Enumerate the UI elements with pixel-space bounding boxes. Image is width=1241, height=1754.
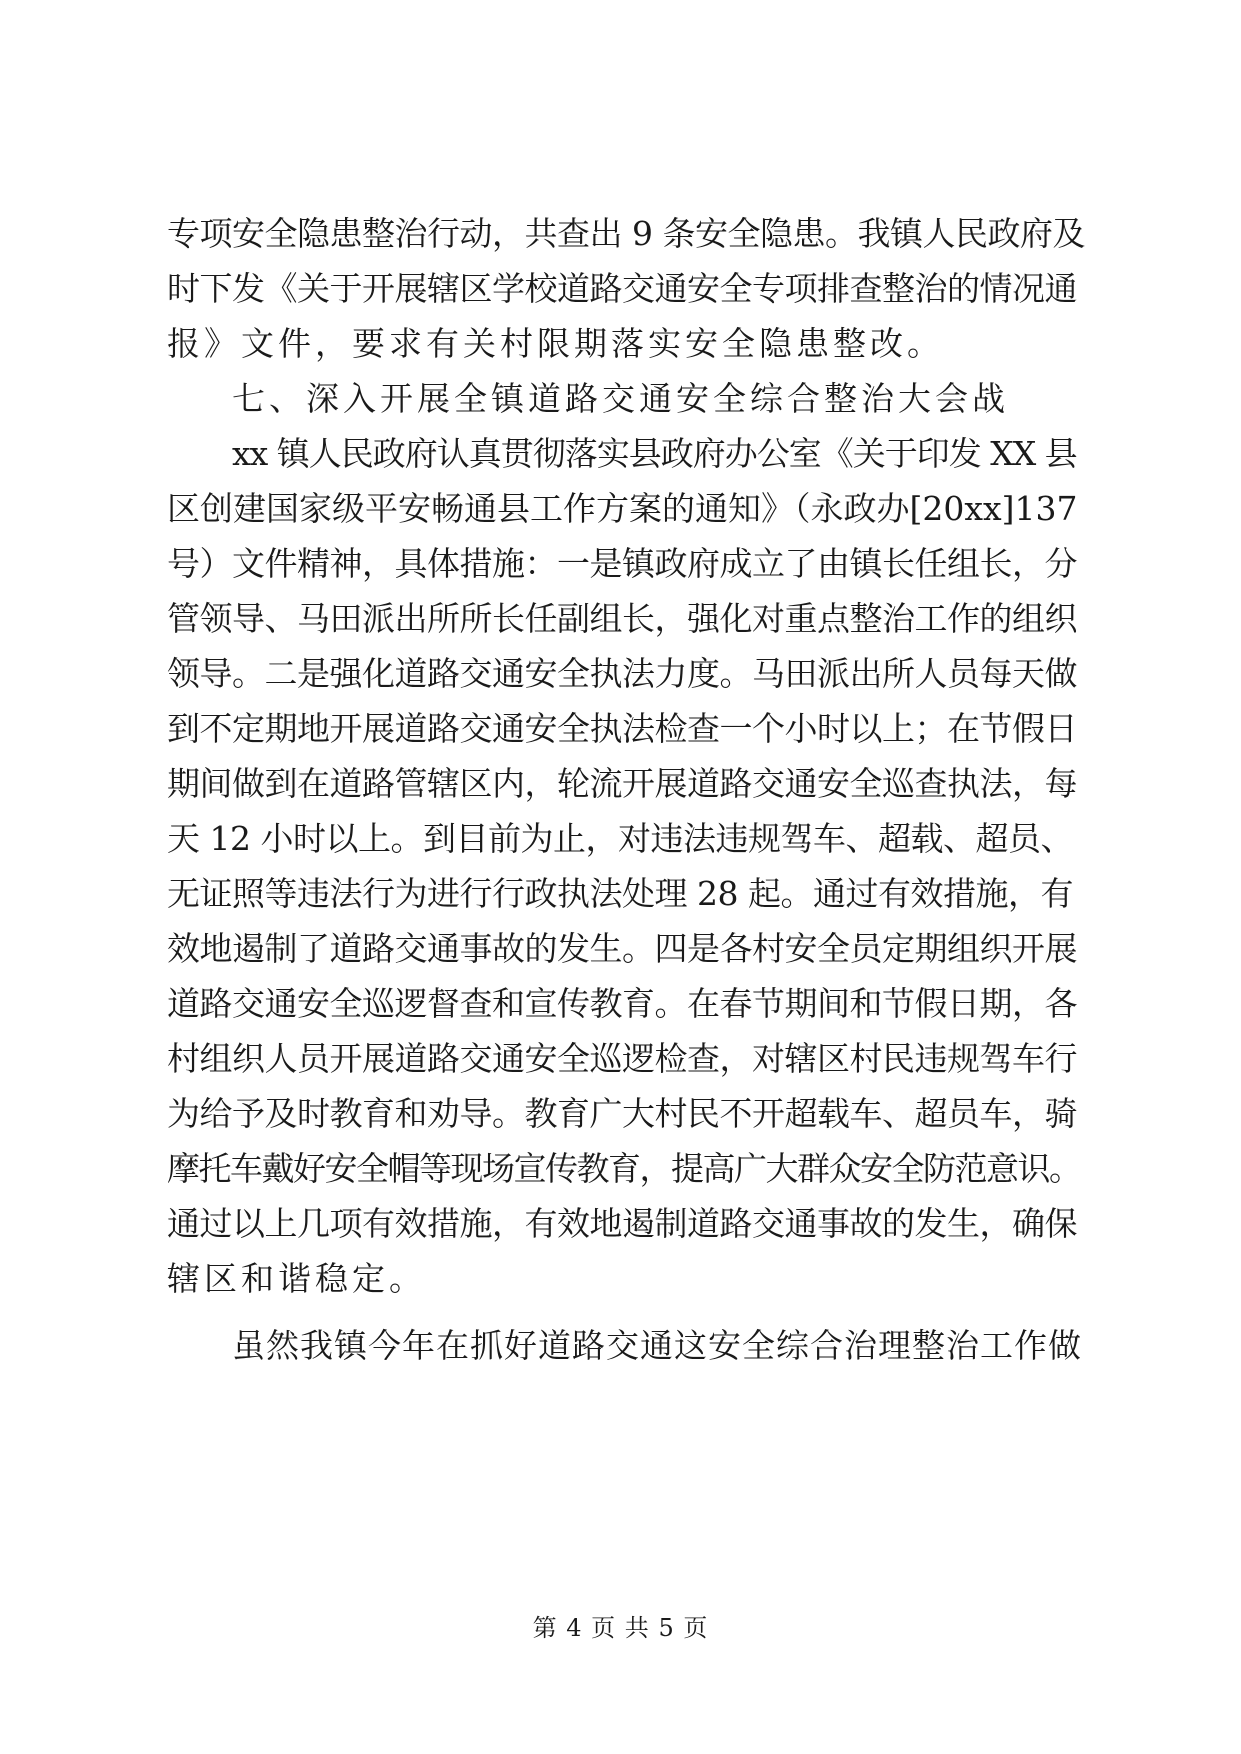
page-number-footer: 第 4 页 共 5 页	[532, 1614, 709, 1642]
body-line: 报》文件，要求有关村限期落实安全隐患整改。	[167, 324, 944, 363]
body-line: 通过以上几项有效措施，有效地遏制道路交通事故的发生，确保	[167, 1204, 1077, 1243]
body-line: 专项安全隐患整治行动，共查出 9 条安全隐患。我镇人民政府及	[167, 214, 1085, 253]
body-line: 期间做到在道路管辖区内，轮流开展道路交通安全巡查执法，每	[167, 764, 1077, 803]
body-line: 效地遏制了道路交通事故的发生。四是各村安全员定期组织开展	[167, 929, 1077, 968]
body-line: 时下发《关于开展辖区学校道路交通安全专项排查整治的情况通	[167, 269, 1077, 308]
body-line: 无证照等违法行为进行行政执法处理 28 起。通过有效措施，有	[167, 874, 1073, 913]
section-heading: 七、深入开展全镇道路交通安全综合整治大会战	[232, 379, 1009, 418]
body-line: 摩托车戴好安全帽等现场宣传教育，提高广大群众安全防范意识。	[167, 1149, 1081, 1188]
body-line: 为给予及时教育和劝导。教育广大村民不开超载车、超员车，骑	[167, 1094, 1077, 1133]
body-line: 管领导、马田派出所所长任副组长，强化对重点整治工作的组织	[167, 599, 1077, 638]
body-line: 领导。二是强化道路交通安全执法力度。马田派出所人员每天做	[167, 654, 1077, 693]
body-line: 到不定期地开展道路交通安全执法检查一个小时以上；在节假日	[167, 709, 1077, 748]
body-line: xx 镇人民政府认真贯彻落实县政府办公室《关于印发 XX 县	[232, 434, 1077, 473]
body-line: 辖区和谐稳定。	[167, 1259, 426, 1298]
body-line: 道路交通安全巡逻督查和宣传教育。在春节期间和节假日期，各	[167, 984, 1077, 1023]
body-line: 区创建国家级平安畅通县工作方案的通知》（永政办[20xx]137	[167, 489, 1078, 528]
body-line: 村组织人员开展道路交通安全巡逻检查，对辖区村民违规驾车行	[167, 1039, 1077, 1078]
body-line: 虽然我镇今年在抓好道路交通这安全综合治理整治工作做	[232, 1326, 1082, 1365]
body-line: 号）文件精神，具体措施：一是镇政府成立了由镇长任组长，分	[167, 544, 1077, 583]
body-line: 天 12 小时以上。到目前为止，对违法违规驾车、超载、超员、	[167, 819, 1073, 858]
